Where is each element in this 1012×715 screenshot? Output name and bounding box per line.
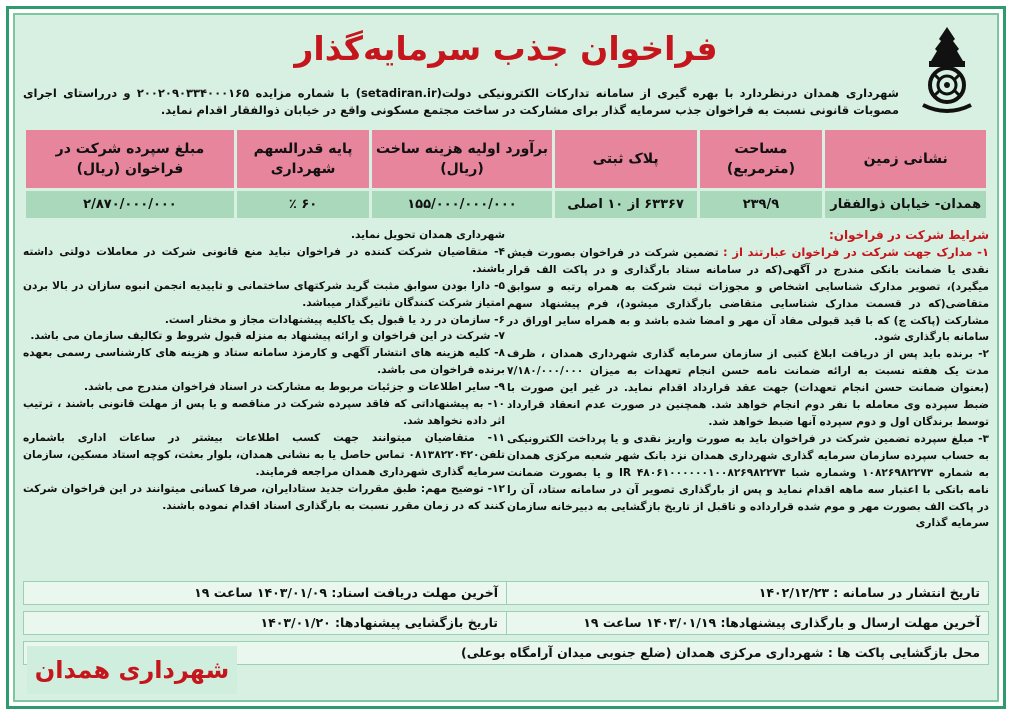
condition-item-6: ۶- سازمان در رد یا قبول یک یاکلیه پیشنهادات مجاز و مختار است. [164,313,505,326]
cell-plaque: ۶۳۳۶۷ از ۱۰ اصلی [555,191,697,218]
opening-date-bar [23,611,507,635]
condition-item-2: ۲- برنده باید پس از دریافت ابلاغ کتبی از سازمان سرمایه گذاری شهرداری همدان ، ظرف مدت یک هفته نسبت به ارائه ضمانت نامه حسن انجام تعهدات به میزان ۷/۱۸۰/۰۰۰/۰۰۰ (بعنوان ضمانت حسن انجام تعهدات) جهت عقد قرارداد اقدام نماید. در غیر این صورت با ضبط سپرده وی معامله با نفر دوم انجام خواهد شد. همچنین در صورت عدم انعقاد قرارداد توسط برندگان اول و دوم سپرده آنها ضبط خواهد شد. [507,348,989,428]
page-title: فراخوان جذب سرمایه‌گذار [294,29,718,68]
header-area: مساحت (مترمربع) [700,130,823,188]
notice-body [23,19,989,698]
conditions-section [23,227,989,545]
land-table [23,127,989,221]
condition-item-12: ۱۲- توضیح مهم: طبق مقررات جدید ستادایران، صرفا کسانی میتوانند در این فراخوان شرکت کنند که در زمان مقرر نسبت به بارگذاری اسناد اقدام نموده باشند. [23,482,505,512]
cell-cost-estimate: ۱۵۵/۰۰۰/۰۰۰/۰۰۰ [372,191,552,218]
intro-paragraph: شهرداری همدان درنظردارد با بهره گیری از سامانه تدارکات الکترونیکی دولت(setadiran.ir) با شماره مزایده ۲۰۰۲۰۹۰۳۳۴۰۰۰۱۶۵ و درراستای اجرای مصوبات قانونی نسبت به فراخوان جذب سرمایه گذار برای مشارکت در ساخت مجتمع مسکونی واقع در خیابان ذوالفقار اقدام نماید. [23,86,899,117]
municipality-logo-icon [909,23,985,119]
cell-deposit: ۲/۸۷۰/۰۰۰/۰۰۰ [26,191,234,218]
publish-date: تاریخ انتشار در سامانه : ۱۴۰۲/۱۲/۲۳ [758,585,980,600]
conditions-heading: شرایط شرکت در فراخوان: [828,228,989,242]
condition-item-11: ۱۱- متقاضیان میتوانند جهت کسب اطلاعات بیشتر در ساعات اداری باشماره تلفن۰۸۱۳۸۲۲۰۴۲۰ تماس حاصل یا به نشانی همدان، بلوار بعثت، کوچه استاد مسکین، سازمان سرمایه گذاری شهرداری همدان مراجعه فرمایند. [23,431,505,478]
header-share-base: پایه قدرالسهم شهرداری [237,130,369,188]
header-cost-estimate: برآورد اولیه هزینه ساخت (ریال) [372,130,552,188]
footer-brand: شهرداری همدان [27,646,237,694]
cell-area: ۲۳۹/۹ [700,191,823,218]
conditions-right-column [507,227,989,532]
condition-item-10: ۱۰- به پیشنهاداتی که فاقد سپرده شرکت در مناقصه و یا پس از مهلت قانونی باشند ، ترتیب اثر داده نخواهد شد. [23,398,505,427]
doc-deadline-bar [23,581,507,605]
condition-item-1: تضمین شرکت در فراخوان بصورت فیش نقدی یا ضمانت بانکی مندرج در آگهی(که در سامانه ستاد بارگذاری و در پاکت الف قرار میگیرد)، تصویر مدارک شناسایی اشخاص و مجوزات ثبت شرکت به همراه رتبه و سوابق متقاضی(که در قسمت مدارک شناسایی متقاضی بارگذاری میشود)، فرم پیشنهاد سهم مشارکت (پاکت ج) که با قید قبولی مفاد آن مهر و امضا شده باشد و به همراه سایر اوراق در سامانه بارگذاری شود. [507,246,989,344]
conditions-left-column [23,227,505,514]
condition-item-3-cont: شهرداری همدان تحویل نماید. [350,229,505,241]
cell-address: همدان- خیابان ذوالفقار [825,191,986,218]
publish-date-bar [505,581,989,605]
condition-item-8: ۸- کلیه هزینه های انتشار آگهی و کارمزد سامانه ستاد و هزینه های کارشناسی رسمی بعهده برنده فراخوان می باشد. [23,347,505,377]
header-deposit: مبلغ سپرده شرکت در فراخوان (ریال) [26,130,234,188]
opening-date: تاریخ بازگشایی پیشنهادها: ۱۴۰۳/۰۱/۲۰ [260,615,498,630]
submit-deadline-bar [505,611,989,635]
condition-item-7: ۷- شرکت در این فراخوان و ارائه پیشنهاد به منزله قبول شروط و تکالیف سازمان می باشد. [30,330,505,343]
table-header-row [26,130,986,188]
condition-item-3: ۳- مبلغ سپرده تضمین شرکت در فراخوان باید به صورت واریز نقدی و یا پرداخت الکترونیکی به حساب سپرده سازمان سرمایه گذاری شهرداری همدان نزد بانک شهر شعبه مرکزی همدان به شماره ۱۰۸۲۶۹۸۲۲۷۳ وشماره شبا IR ۴۸۰۶۱۰۰۰۰۰۰۱۰۰۸۲۶۹۸۲۲۷۳ و یا بصورت ضمانت نامه بانکی با اعتبار سه ماهه اقدام نماید و پس از بارگذاری تصویر آن در سامانه ستاد، آن را در پاکت الف بصورت مهر و موم شده قرارداده و تاقبل از تاریخ بازگشایی به دبیرخانه سازمان سرمایه گذاری [507,432,989,530]
doc-deadline: آخرین مهلت دریافت اسناد: ۱۴۰۳/۰۱/۰۹ ساعت ۱۹ [194,585,498,600]
table-row [26,191,986,218]
opening-place: محل بازگشایی پاکت ها : شهرداری مرکزی همدان (ضلع جنوبی میدان آرامگاه بوعلی) [460,645,980,660]
notice-frame [6,6,1006,709]
header-plaque: پلاک ثبتی [555,130,697,188]
documents-heading: ۱- مدارک جهت شرکت در فراخوان عبارتند از : [723,244,989,259]
condition-item-9: ۹- سایر اطلاعات و جزئیات مربوط به مشارکت در اسناد فراخوان مندرج می باشد. [84,381,505,394]
condition-item-4: ۴- متقاضیان شرکت کننده در فراخوان نباید منع قانونی شرکت در معاملات دولتی داشته باشند. [23,245,505,275]
submit-deadline: آخرین مهلت ارسال و بارگذاری پیشنهادها: ۱۴۰۳/۰۱/۱۹ ساعت ۱۹ [583,615,980,630]
cell-share-base: ۶۰ ٪ [237,191,369,218]
header-address: نشانی زمین [825,130,986,188]
condition-item-5: ۵- دارا بودن سوابق مثبت گرید شرکتهای ساختمانی و تاییدیه انجمن انبوه سازان در بالا بردن امتیاز شرکت کنندگان تاثیرگذار میباشد. [23,279,505,309]
